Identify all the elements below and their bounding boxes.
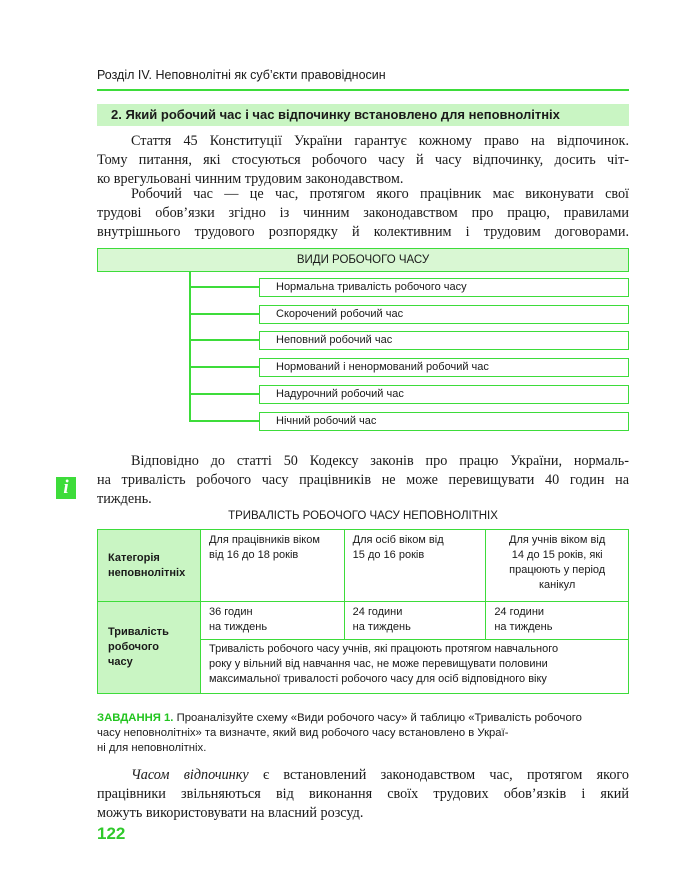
text-line: ко врегульовані чинним трудовим законодавством.	[97, 171, 404, 187]
text-line: трудові обов’язки згідно із чинним законодавством про працю, правилами	[97, 205, 629, 221]
diagram-item-part-time: Неповний робочий час	[259, 331, 629, 350]
info-icon: i	[56, 477, 76, 499]
cell-line: на тиждень	[352, 621, 411, 633]
cell-line: 24 години	[352, 606, 403, 618]
diagram-item-reduced: Скорочений робочий час	[259, 305, 629, 324]
text-line: Робочий час — це час, протягом якого працівник має виконувати свої	[131, 186, 629, 202]
cell-line: неповнолітніх	[108, 566, 186, 579]
paragraph-working-time-definition	[97, 185, 629, 242]
cell-line: 24 години	[494, 606, 545, 618]
cell-line: на тиждень	[208, 621, 268, 633]
table-title: ТРИВАЛІСТЬ РОБОЧОГО ЧАСУ НЕПОВНОЛІТНІХ	[228, 510, 498, 522]
cell-line: на тиждень	[494, 621, 553, 633]
diagram-connector-line	[189, 272, 191, 422]
cell-line: Тривалість робочого часу учнів, які працюють протягом навчального	[208, 643, 559, 655]
cell-line: 14 до 15 років, які	[511, 549, 603, 561]
diagram-item-normal: Нормальна тривалість робочого часу	[259, 278, 629, 297]
text-line: на тривалість робочого часу працівників не може перевищувати 40 годин на	[97, 472, 629, 488]
diagram-item-regulated: Нормований і ненормований робочий час	[259, 358, 629, 377]
cell-line: канікул	[539, 579, 576, 591]
cell-line: працюють у період	[509, 564, 606, 576]
cell-line: Для працівників віком	[208, 534, 320, 546]
table-cell-16-18	[200, 530, 344, 602]
paragraph-rest-time	[97, 766, 629, 823]
text-line: працівники звільняються від виконання своїх трудових обов’язків і який	[97, 786, 629, 802]
table-header-category	[98, 530, 201, 602]
cell-line: Для учнів віком від	[509, 534, 606, 546]
diagram-item-overtime: Надурочний робочий час	[259, 385, 629, 404]
text-line: внутрішнього трудового розпорядку й колективним і трудовим договорами.	[97, 224, 629, 240]
text-line: можуть використовувати на власний розсуд.	[97, 805, 364, 821]
section-heading: 2. Який робочий час і час відпочинку встановлено для неповнолітніх	[97, 104, 629, 126]
cell-line: 15 до 16 років	[352, 549, 425, 561]
text-line: Стаття 45 Конституції України гарантує кожному право на відпочинок.	[131, 133, 629, 149]
text-line: Відповідно до статті 50 Кодексу законів про працю України, нормаль-	[131, 453, 629, 469]
table-duration-15-16	[344, 602, 486, 640]
text-line: тиждень.	[97, 491, 152, 507]
diagram-link	[189, 313, 259, 315]
task-block	[97, 711, 629, 756]
cell-line: максимальної тривалості робочого часу для осіб відповідного віку	[208, 673, 547, 685]
diagram-link	[189, 366, 259, 368]
diagram-link	[189, 420, 259, 422]
page-number: 122	[97, 824, 126, 843]
paragraph-constitution	[97, 132, 629, 189]
cell-line: Категорія	[108, 551, 160, 564]
diagram-title: ВИДИ РОБОЧОГО ЧАСУ	[97, 248, 629, 272]
cell-line: Тривалість	[108, 626, 169, 638]
cell-line: часу	[108, 656, 133, 668]
text-line: Тому питання, які стосуються робочого часу й часу відпочинку, досить чіт-	[97, 152, 629, 168]
paragraph-labor-code	[97, 452, 629, 509]
task-first-line	[97, 711, 629, 726]
running-head: Розділ IV. Неповнолітні як суб’єкти правовідносин	[97, 68, 386, 82]
task-line: часу неповнолітніх» та визначте, який вид робочого часу встановлено в Украї-	[97, 727, 509, 739]
rest-time-term: Часом відпочинку	[131, 767, 249, 783]
cell-line: року у вільний від навчання час, не може перевищувати половини	[208, 658, 548, 670]
table-cell-14-15	[486, 530, 629, 602]
header-rule	[97, 89, 629, 91]
cell-line: від 16 до 18 років	[208, 549, 299, 561]
text-fragment: є встановлений законодавством час, протягом якого	[248, 767, 629, 783]
text-line	[97, 766, 629, 785]
table-note-students	[200, 640, 628, 694]
diagram-link	[189, 339, 259, 341]
diagram-link	[189, 286, 259, 288]
table-duration-14-15	[486, 602, 629, 640]
table-duration-16-18	[200, 602, 344, 640]
diagram-link	[189, 393, 259, 395]
working-time-table	[97, 529, 629, 694]
cell-line: робочого	[108, 641, 159, 653]
task-text: Проаналізуйте схему «Види робочого часу» й таблицю «Тривалість робочого	[176, 712, 582, 724]
cell-line: 36 годин	[208, 606, 253, 618]
table-cell-15-16	[344, 530, 486, 602]
task-line: ні для неповнолітніх.	[97, 742, 207, 754]
diagram-item-night: Нічний робочий час	[259, 412, 629, 431]
cell-line: Для осіб віком від	[352, 534, 444, 546]
task-label: ЗАВДАННЯ 1.	[97, 712, 174, 724]
table-header-duration	[98, 602, 201, 694]
